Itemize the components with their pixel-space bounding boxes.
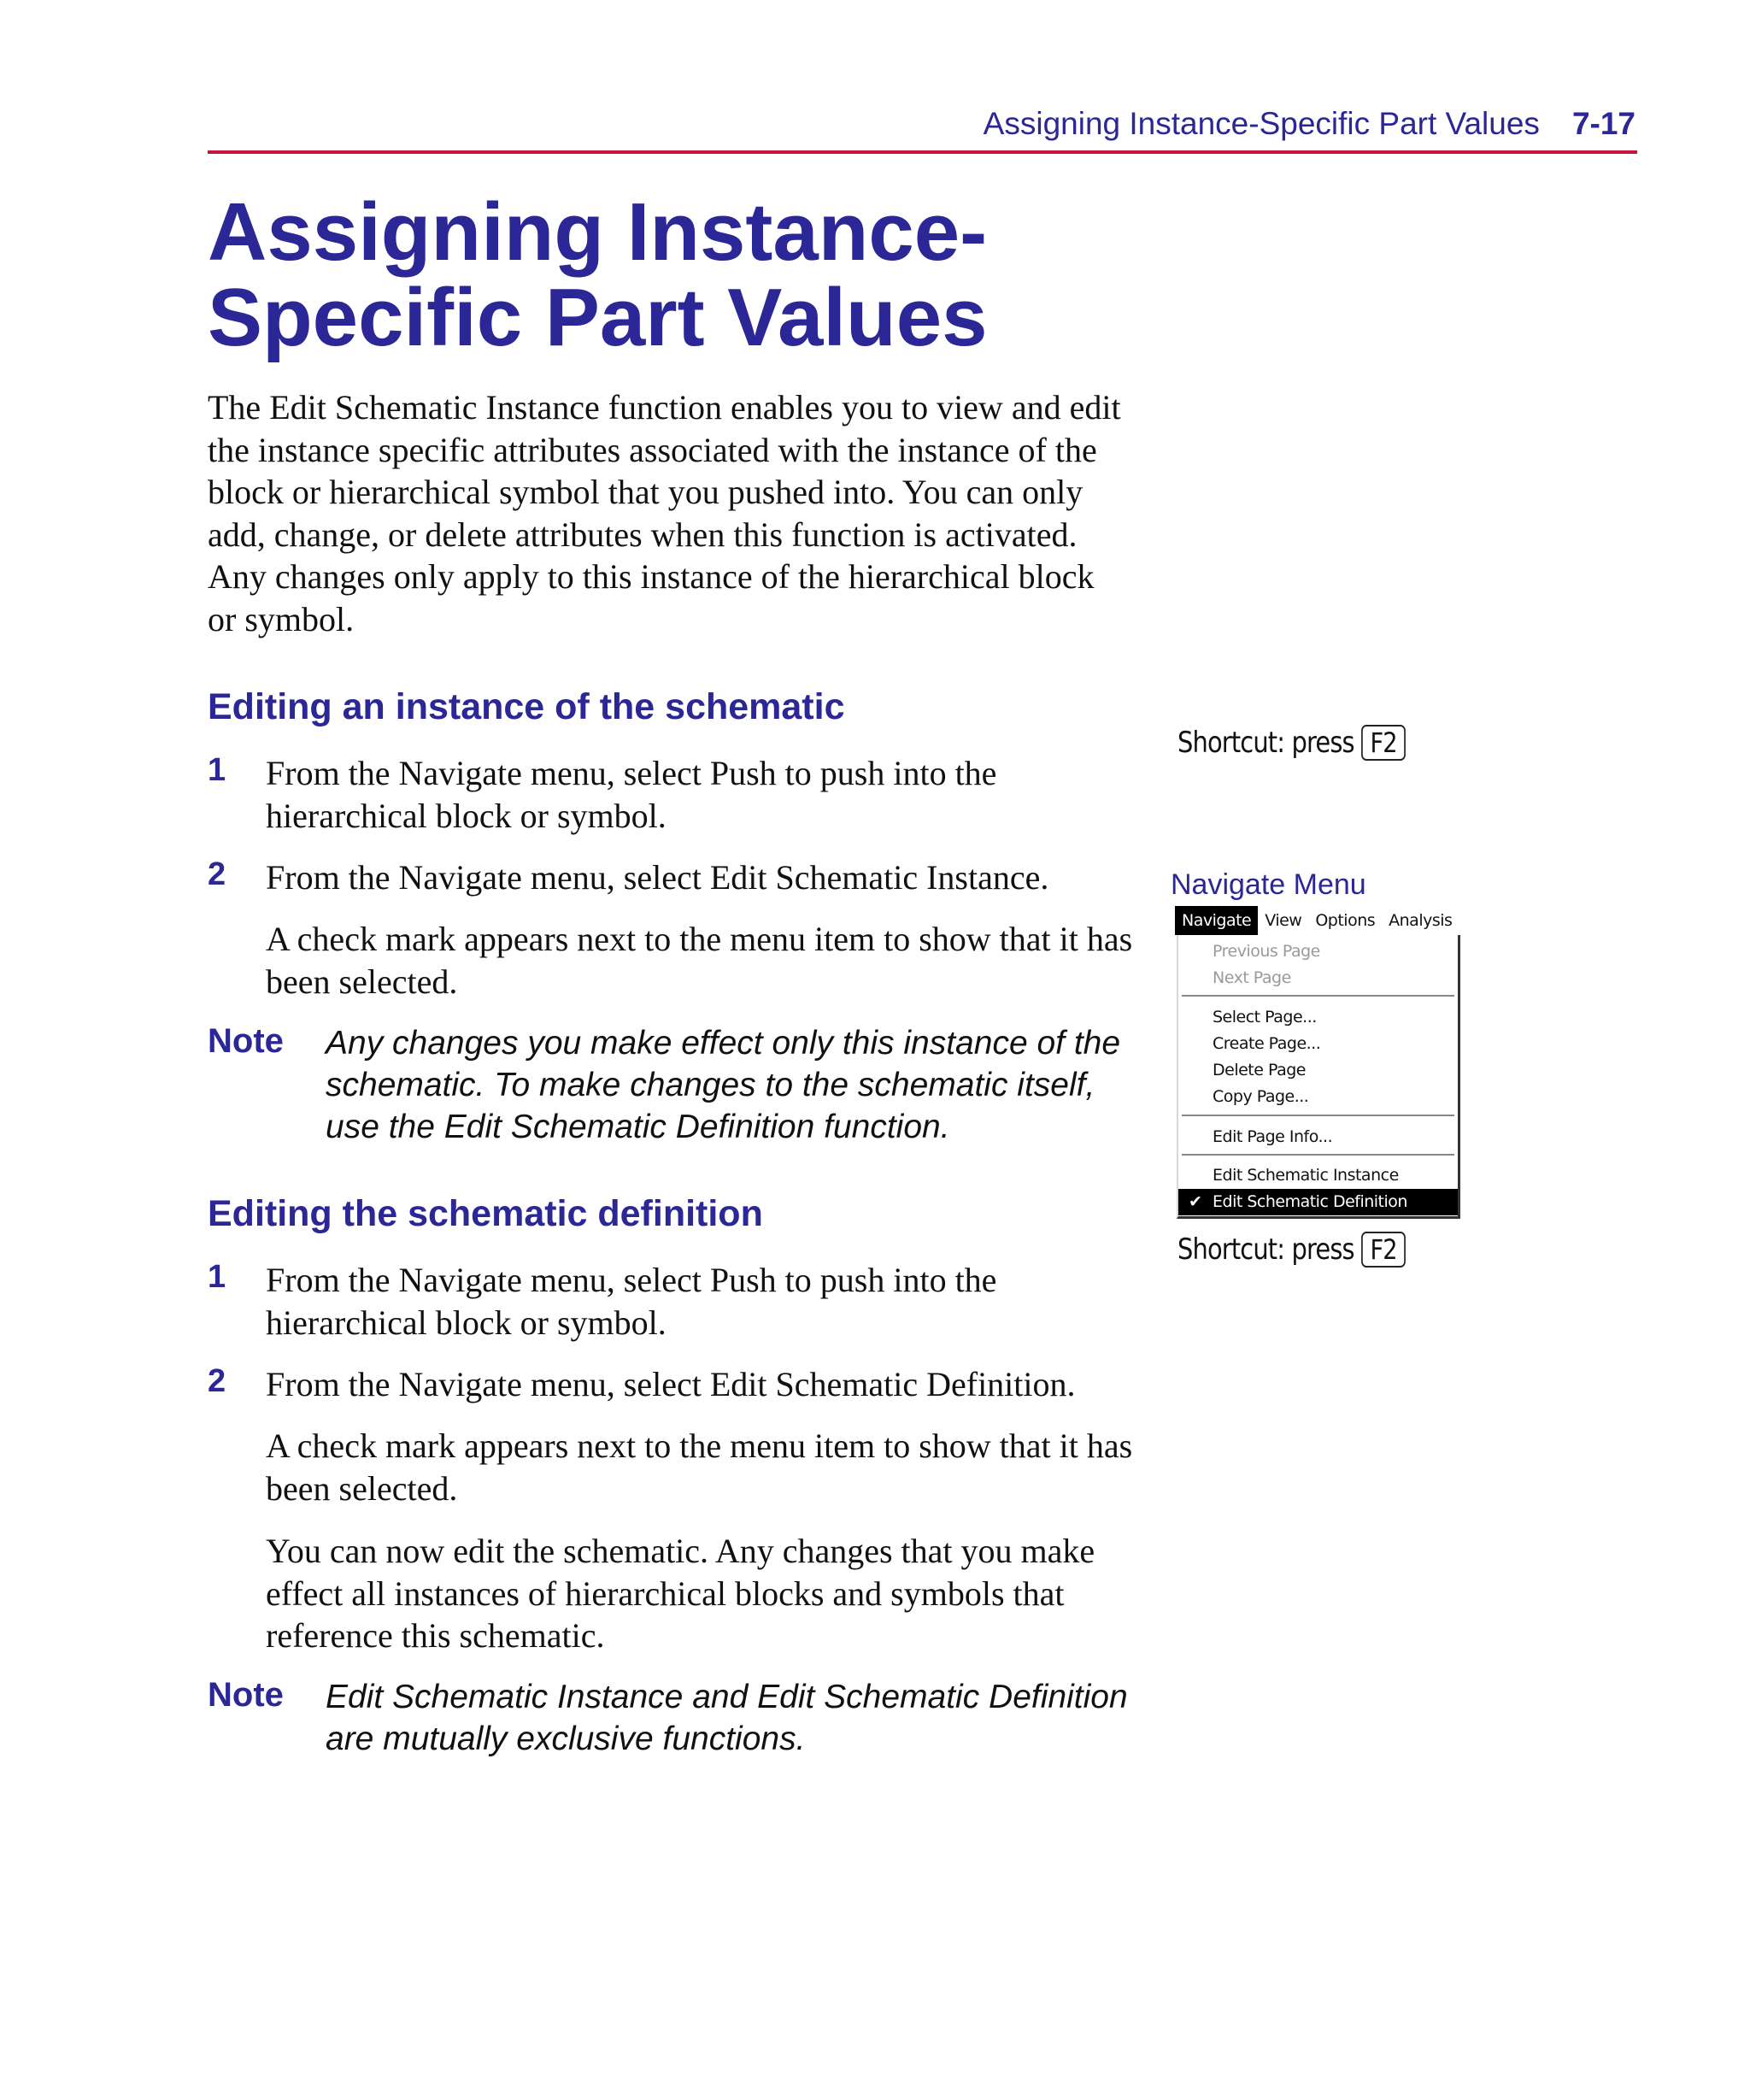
note-text: Edit Schematic Instance and Edit Schematic Definition are mutually exclusive functions. bbox=[326, 1679, 1128, 1757]
section-heading-instance: Editing an instance of the schematic bbox=[208, 686, 845, 727]
menu-item-select-page[interactable]: Select Page... bbox=[1213, 1008, 1317, 1026]
menu-caption: Navigate Menu bbox=[1171, 868, 1366, 901]
page-title-line-2: Specific Part Values bbox=[208, 272, 988, 363]
menu-separator bbox=[1182, 1115, 1454, 1117]
checkmark-icon: ✔ bbox=[1189, 1192, 1202, 1211]
menu-view[interactable]: View bbox=[1265, 911, 1302, 930]
shortcut-label: Shortcut: press bbox=[1177, 726, 1354, 760]
step-text: From the Navigate menu, select Edit Schematic Instance. bbox=[266, 858, 1049, 897]
step-text: From the Navigate menu, select Push to push into the hierarchical block or symbol. bbox=[266, 754, 997, 835]
step-number: 1 bbox=[208, 752, 226, 788]
running-header bbox=[984, 106, 1635, 142]
note-label: Note bbox=[208, 1022, 284, 1060]
step-text: From the Navigate menu, select Push to push into the hierarchical block or symbol. bbox=[266, 1261, 997, 1342]
menu-item-create-page[interactable]: Create Page... bbox=[1213, 1034, 1321, 1053]
menu-bar bbox=[1175, 906, 1459, 935]
step-detail: You can now edit the schematic. Any changes that you make effect all instances of hierarchical blocks and symbols that reference this schematic. bbox=[266, 1532, 1095, 1655]
menu-item-previous-page[interactable]: Previous Page bbox=[1213, 942, 1320, 961]
keycap-f2: F2 bbox=[1361, 1232, 1406, 1268]
section-heading-definition: Editing the schematic definition bbox=[208, 1193, 763, 1234]
menu-separator bbox=[1182, 1154, 1454, 1156]
navigate-dropdown bbox=[1177, 935, 1460, 1219]
note-label: Note bbox=[208, 1676, 284, 1714]
page-title bbox=[208, 186, 988, 363]
menu-options[interactable]: Options bbox=[1315, 911, 1376, 930]
note-text: Any changes you make effect only this instance of the schematic. To make changes to the schematic itself, use the Edit Schematic Definition function. bbox=[326, 1025, 1121, 1145]
menu-item-edit-schematic-definition[interactable] bbox=[1178, 1189, 1458, 1215]
menu-analysis[interactable]: Analysis bbox=[1389, 911, 1453, 930]
step-text: From the Navigate menu, select Edit Schematic Definition. bbox=[266, 1365, 1076, 1403]
shortcut-label: Shortcut: press bbox=[1177, 1232, 1354, 1267]
step-number: 1 bbox=[208, 1259, 226, 1295]
intro-paragraph: The Edit Schematic Instance function enables you to view and edit the instance specific attributes associated with the instance of the block or hierarchical symbol that you pushed into. You can only add, change, or delete attributes when this function is activated. Any changes only apply to this instance of the hierarchical block or symbol. bbox=[208, 388, 1121, 638]
menu-navigate[interactable]: Navigate bbox=[1175, 906, 1258, 935]
running-title: Assigning Instance-Specific Part Values bbox=[983, 106, 1540, 141]
step-detail: A check mark appears next to the menu item to show that it has been selected. bbox=[266, 920, 1133, 1001]
menu-item-delete-page[interactable]: Delete Page bbox=[1213, 1061, 1306, 1079]
step-detail: A check mark appears next to the menu item to show that it has been selected. bbox=[266, 1426, 1133, 1508]
menu-item-next-page[interactable]: Next Page bbox=[1213, 968, 1291, 987]
step-number: 2 bbox=[208, 1363, 226, 1399]
header-rule bbox=[208, 150, 1637, 154]
page-title-line-1: Assigning Instance- bbox=[208, 186, 988, 278]
step-number: 2 bbox=[208, 856, 226, 892]
keycap-f2: F2 bbox=[1361, 725, 1406, 761]
menu-item-edit-page-info[interactable]: Edit Page Info... bbox=[1213, 1127, 1333, 1146]
menu-item-label: Edit Schematic Definition bbox=[1213, 1192, 1407, 1211]
menu-item-copy-page[interactable]: Copy Page... bbox=[1213, 1087, 1309, 1106]
menu-item-edit-schematic-instance[interactable]: Edit Schematic Instance bbox=[1213, 1166, 1399, 1185]
shortcut-hint bbox=[1177, 1232, 1406, 1268]
page-number: 7-17 bbox=[1571, 106, 1635, 141]
shortcut-hint bbox=[1177, 725, 1406, 761]
menu-separator bbox=[1182, 995, 1454, 997]
